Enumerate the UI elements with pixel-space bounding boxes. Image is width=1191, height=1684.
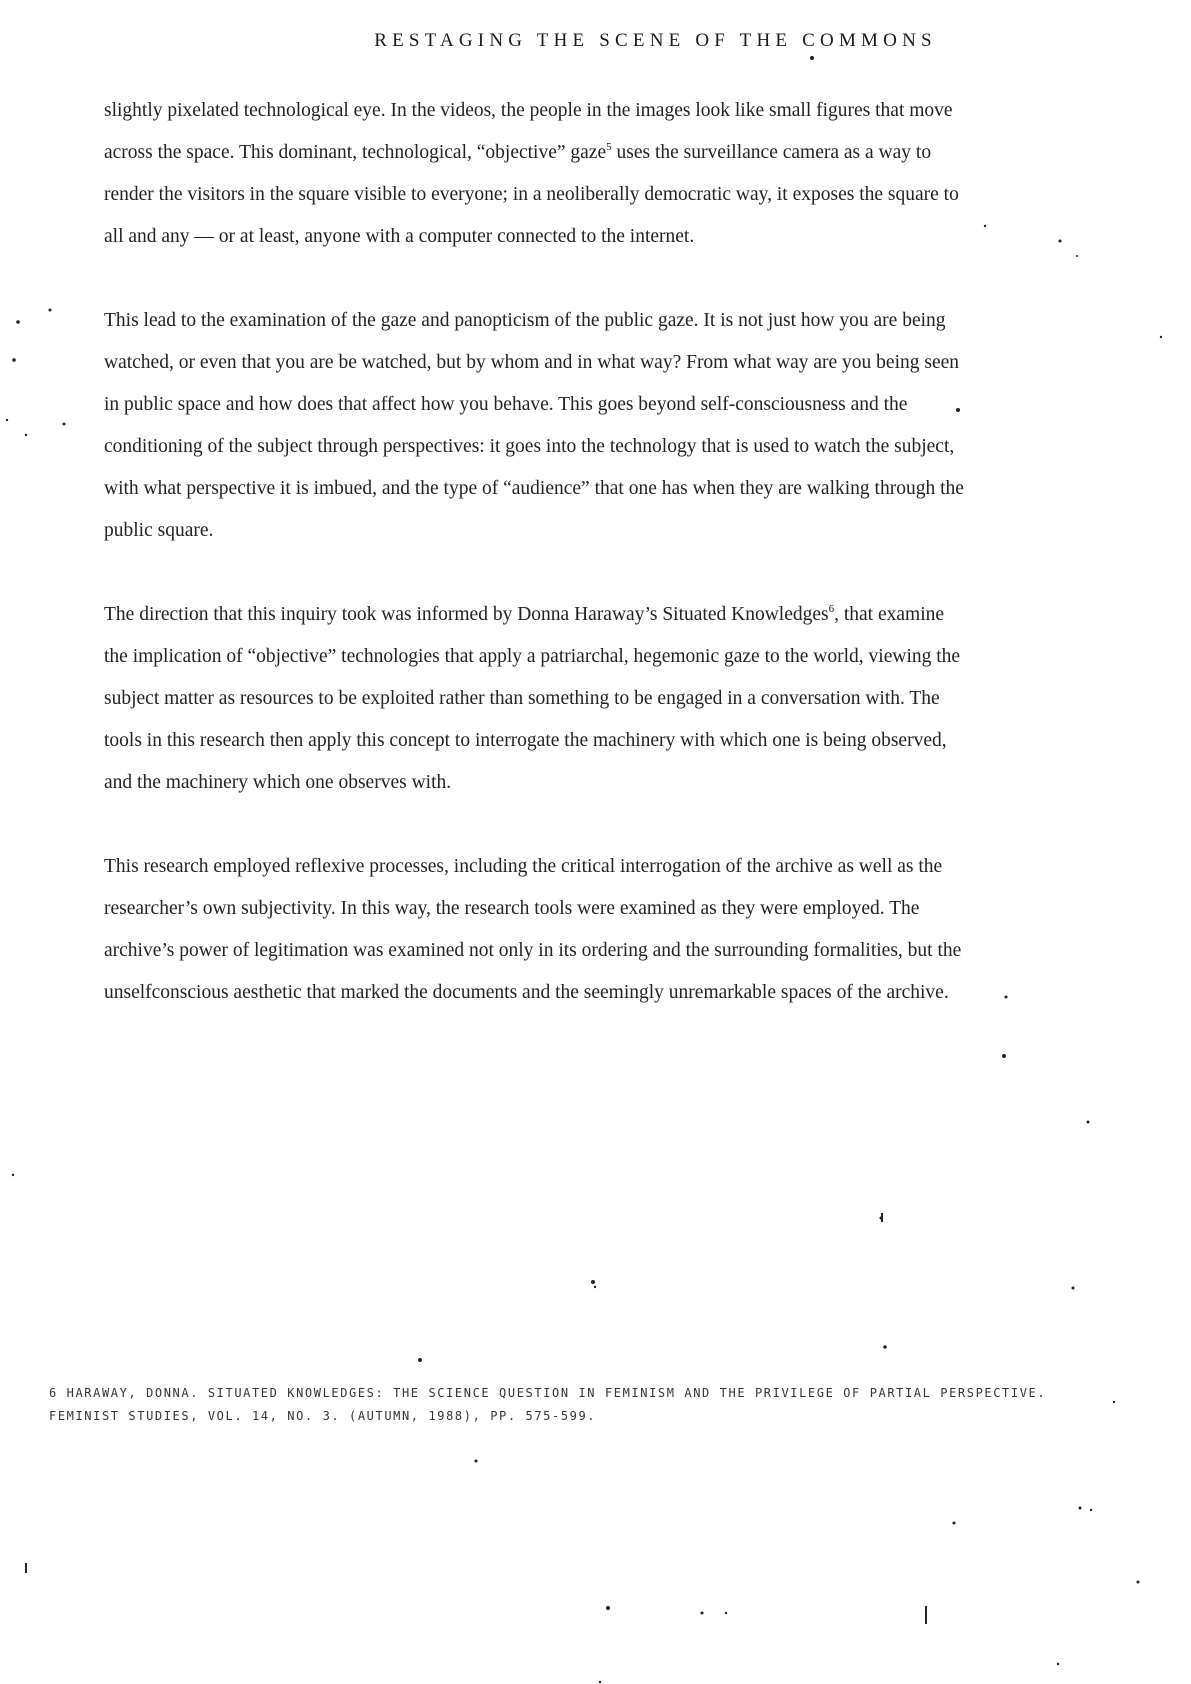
body-text <box>104 90 964 1056</box>
paragraph-text: This research employed reflexive processes, including the critical interrogation of the archive as well as the researcher’s own subjectivity. In this way, the research tools were examined as they were employed. The archive’s power of legitimation was examined not only in its ordering and the surrounding formalities, but the unselfconscious aesthetic that marked the documents and the seemingly unremarkable spaces of the archive. <box>104 856 962 1003</box>
paragraph-2 <box>104 300 964 552</box>
paragraph-1 <box>104 90 964 258</box>
paragraph-text: This lead to the examination of the gaze and panopticism of the public gaze. It is not just how you are being watched, or even that you are be watched, but by whom and in what way? From what way are you being seen in public space and how does that affect how you behave. This goes beyond self-consciousness and the conditioning of the subject through perspectives: it goes into the technology that is used to watch the subject, with what perspective it is imbued, and the type of “audience” that one has when they are walking through the public square. <box>104 310 964 541</box>
footnote-marker: 5 <box>606 141 612 153</box>
footnote <box>49 1382 1149 1428</box>
paragraph-text: uses the surveillance camera as a way to render the visitors in the square visible to everyone; in a neoliberally democratic way, it exposes the square to all and any — or at least, anyone with a computer connected to the internet. <box>104 142 959 247</box>
paragraph-text: The direction that this inquiry took was informed by Donna Haraway’s Situated Knowledges <box>104 604 829 625</box>
paragraph-text: , that examine the implication of “objective” technologies that apply a patriarchal, hegemonic gaze to the world, viewing the subject matter as resources to be exploited rather than something to be engaged in a conversation with. The tools in this research then apply this concept to interrogate the machinery with which one is being observed, and the machinery which one observes with. <box>104 604 961 793</box>
paragraph-text: slightly pixelated technological eye. In the videos, the people in the images look like small figures that move across the space. This dominant, technological, “objective” gaze <box>104 100 953 163</box>
footnote-marker: 6 <box>828 603 835 615</box>
footnote-line: 6 HARAWAY, DONNA. SITUATED KNOWLEDGES: THE SCIENCE QUESTION IN FEMINISM AND THE PRIVILEGE OF PARTIAL PERSPECTIVE. <box>49 1386 1047 1400</box>
paragraph-3 <box>104 594 964 804</box>
running-header: RESTAGING THE SCENE OF THE COMMONS <box>374 30 937 51</box>
paragraph-4 <box>104 846 964 1014</box>
footnote-line: FEMINIST STUDIES, VOL. 14, NO. 3. (AUTUMN, 1988), PP. 575-599. <box>49 1409 597 1423</box>
